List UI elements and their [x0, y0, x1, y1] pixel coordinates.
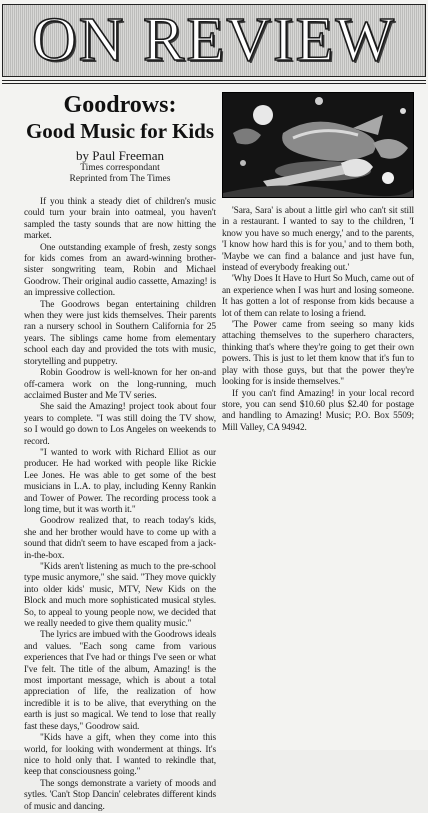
article-left-column [24, 92, 216, 813]
article-paragraph: "Kids have a gift, when they come into this world, for looking with wonderment at things. It's nice to hold only that. I wanted to rekindle that, keep that consciousness going." [24, 733, 216, 778]
article-byline: by Paul Freeman [75, 148, 165, 163]
article-paragraph: Robin Goodrow is well-known for her on-and off-camera work on the long-running, much acclaimed Buster and Me TV series. [24, 368, 216, 401]
masthead-rule [2, 83, 426, 84]
reprint-credit: Reprinted from The Times [69, 174, 171, 184]
masthead-rule [2, 80, 426, 81]
article-body-left [24, 197, 216, 813]
section-title: ON REVIEW [31, 6, 397, 74]
author-credit: Times correspondant [80, 163, 160, 173]
article-headline: Goodrows: [63, 92, 177, 118]
article-paragraph: 'Sara, Sara' is about a little girl who can't sit still in a restaurant. I wanted to say to the children, 'I know you have so much energy,' and to the parents, 'I know how hard this is for you,' and to them both, 'Maybe we can find a balance and just have fun, instead of everybody freaking out.' [222, 206, 414, 274]
article-paragraph: "Kids aren't listening as much to the pre-school type music anymore," she said. "They move quickly into older kids' music, MTV, New Kids on the Block and much more sophisticated musical styles. So, to appeal to young people now, we decided that we really needed to give them quality music." [24, 562, 216, 630]
article-paragraph: 'The Power came from seeing so many kids attaching themselves to the superhero characters, thinking that's where they're going to get their own powers. This is just to let them know that it's fun to play with those guys, but that the power they're looking for is inside themselves." [222, 320, 414, 388]
article-paragraph: Goodrow realized that, to reach today's kids, she and her brother would have to come up with a sound that didn't seem to have escaped from a jack-in-the-box. [24, 516, 216, 561]
album-art-photo [222, 92, 414, 198]
article-paragraph: If you can't find Amazing! in your local record store, you can send $10.60 plus $2.40 for postage and handling to Amazing! Music; P.O. Box 5509; Mill Valley, CA 94942. [222, 388, 414, 433]
album-art-illustration [223, 93, 414, 198]
article-paragraph: The lyrics are imbued with the Goodrows ideals and values. "Each song came from various experiences that I've had or things I've seen or what I've felt. The title of the album, Amazing! is the most important message, which is about a total appreciation of life, the realization of how incredible it is to be alive, that everything on the earth is just so magical. We tend to lose that really fast these days," Goodrow said. [24, 630, 216, 732]
article-subheadline: Good Music for Kids [25, 119, 215, 143]
article-paragraph: If you think a steady diet of children's music could turn your brain into oatmeal, you haven't sampled the tasty sounds that are now hitting the market. [24, 197, 216, 242]
article-paragraph: "I wanted to work with Richard Elliot as our producer. He had worked with people like Rickie Lee Jones. He was able to get some of the best musicians in L.A. to play, including Kenny Rankin and Tower of Power. The recording process took a long time, but it was worth it." [24, 447, 216, 515]
section-masthead [2, 4, 426, 77]
article-paragraph: One outstanding example of fresh, zesty songs for kids comes from an award-winning brother-sister songwriting team, Robin and Michael Goodrow. Their original audio cassette, Amazing! is an impressive collection. [24, 242, 216, 299]
article-paragraph: The Goodrows began entertaining children when they were just kids themselves. Their parents ran a nursery school in Southern California for 25 years. The siblings came home from elementary school each day and provided the tots with music, storytelling and puppetry. [24, 299, 216, 367]
article-body-right [222, 206, 414, 434]
article-right-column [222, 92, 414, 434]
article-paragraph: She said the Amazing! project took about four years to complete. "I was still doing the TV show, so I would go down to Los Angeles on weekends to record. [24, 402, 216, 447]
article-paragraph: 'Why Does It Have to Hurt So Much, came out of an experience when I was hurt and losing someone. It has gotten a lot of response from kids because a lot of them can relate to losing a friend. [222, 274, 414, 319]
article-paragraph: The songs demonstrate a variety of moods and sytles. 'Can't Stop Dancin' celebrates different kinds of music and dancing. [24, 778, 216, 812]
